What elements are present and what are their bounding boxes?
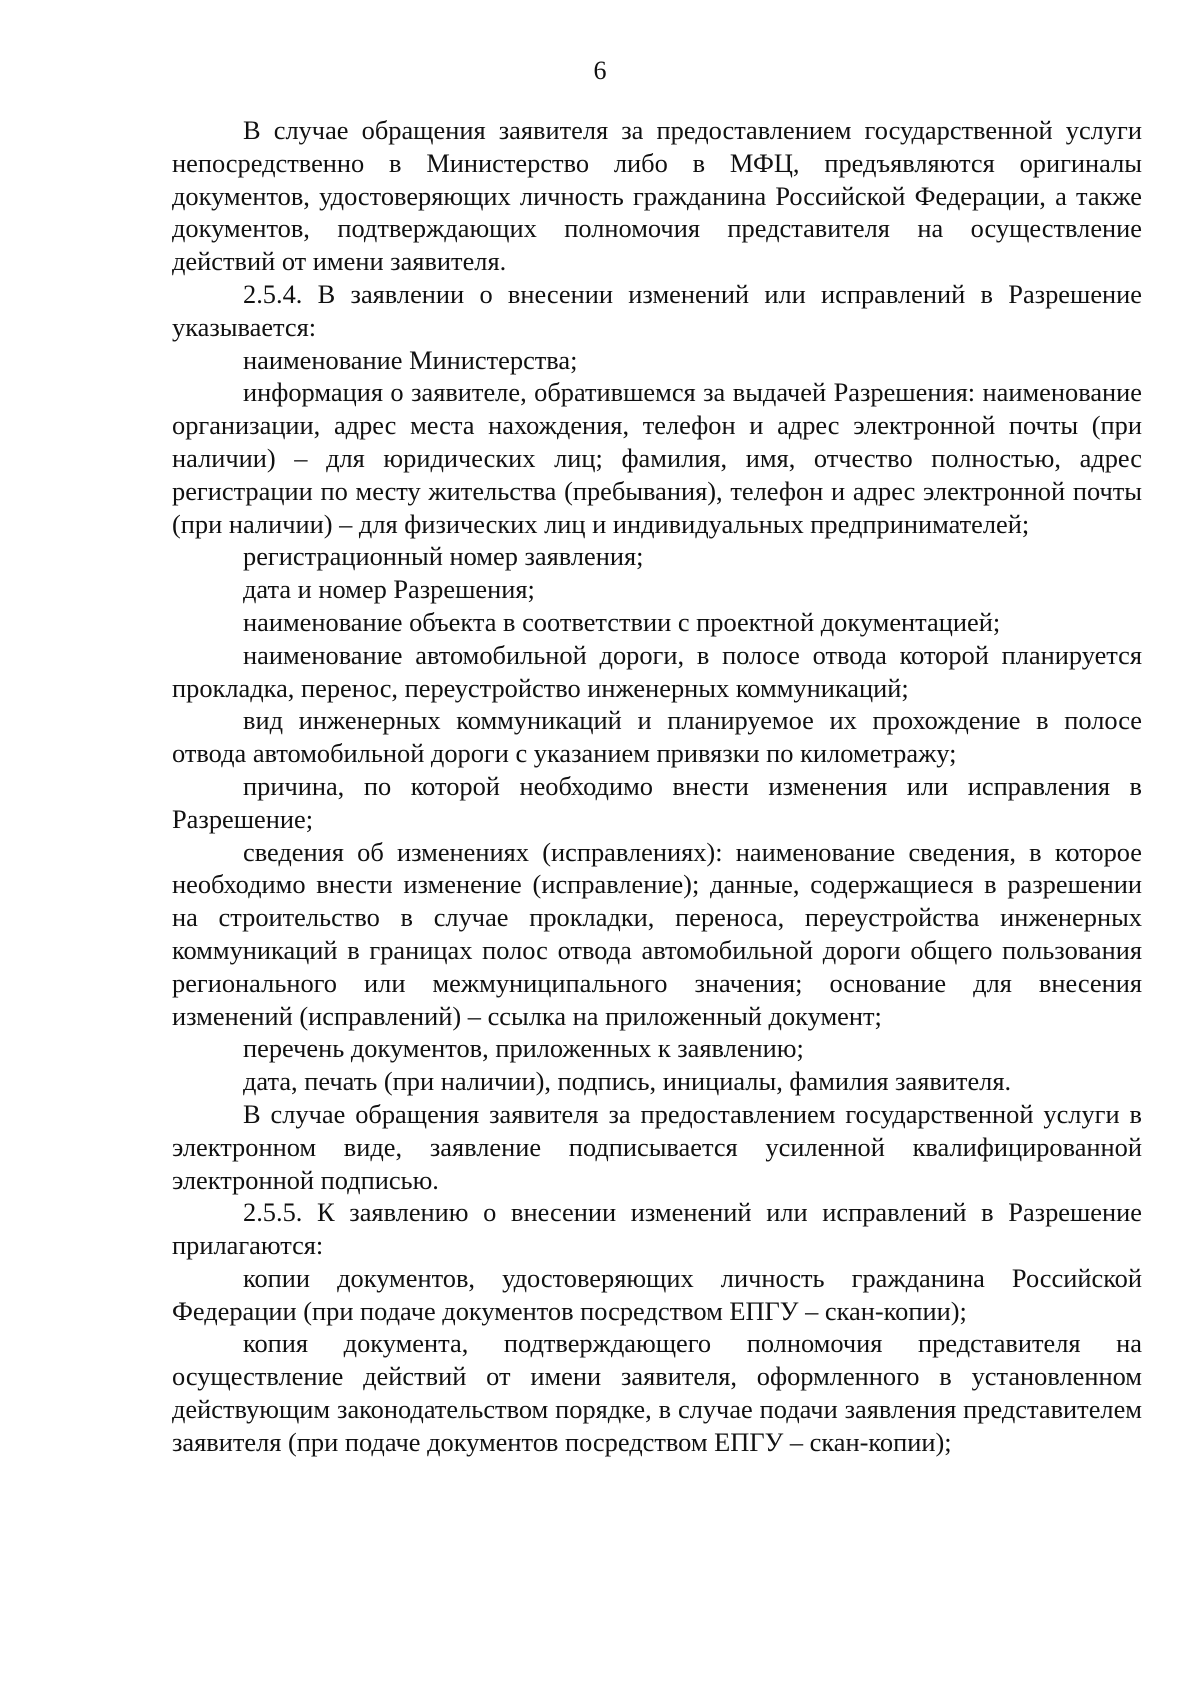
list-item-utility-type: вид инженерных коммуникаций и планируемое их прохождение в полосе отвода автомобильной дороги с указанием привязки по километражу; xyxy=(172,705,1142,769)
list-item-object-name: наименование объекта в соответствии с проектной документацией; xyxy=(243,606,1001,637)
list-item-permit-date-number: дата и номер Разрешения; xyxy=(243,574,535,605)
paragraph-appeal-in-person: В случае обращения заявителя за предоставлением государственной услуги непосредственно в Министерство либо в МФЦ, предъявляются оригиналы документов, удостоверяющих личность гражданина Российской Федерации, а также документов, подтверждающих полномочия представителя на осуществление действий от имени заявителя. xyxy=(172,115,1142,277)
list-item-ministry-name: наименование Министерства; xyxy=(243,344,578,375)
paragraph-2-5-5-heading: 2.5.5. К заявлению о внесении изменений или исправлений в Разрешение прилагаются: xyxy=(172,1197,1142,1261)
list-item-reason: причина, по которой необходимо внести изменения или исправления в Разрешение; xyxy=(172,770,1142,834)
list-item-change-details: сведения об изменениях (исправлениях): наименование сведения, в которое необходимо внести изменение (исправление); данные, содержащиеся в разрешении на строительство в случае прокладки, переноса, переустройства инженерных коммуникаций в границах полос отвода автомобильной дороги общего пользования регионального или межмуниципального значения; основание для внесения изменений (исправлений) – ссылка на приложенный документ; xyxy=(172,836,1142,1031)
list-item-signature: дата, печать (при наличии), подпись, инициалы, фамилия заявителя. xyxy=(243,1066,1012,1097)
list-item-road-name: наименование автомобильной дороги, в полосе отвода которой планируется прокладка, перенос, переустройство инженерных коммуникаций; xyxy=(172,639,1142,703)
list-item-attached-documents: перечень документов, приложенных к заявлению; xyxy=(243,1033,804,1064)
page-number: 6 xyxy=(593,56,607,85)
paragraph-electronic-appeal: В случае обращения заявителя за предоставлением государственной услуги в электронном виде, заявление подписывается усиленной квалифицированной электронной подписью. xyxy=(172,1098,1142,1195)
list-item-authority-copy: копия документа, подтверждающего полномочия представителя на осуществление действий от имени заявителя, оформленного в установленном действующим законодательством порядке, в случае подачи заявления представителем заявителя (при подаче документов посредством ЕПГУ – скан-копии); xyxy=(172,1328,1142,1457)
document-body xyxy=(172,114,1142,1459)
list-item-registration-number: регистрационный номер заявления; xyxy=(243,541,644,572)
paragraph-2-5-4-heading: 2.5.4. В заявлении о внесении изменений или исправлений в Разрешение указывается: xyxy=(172,278,1142,342)
list-item-applicant-info: информация о заявителе, обратившемся за выдачей Разрешения: наименование организации, адрес места нахождения, телефон и адрес электронной почты (при наличии) – для юридических лиц; фамилия, имя, отчество полностью, адрес регистрации по месту жительства (пребывания), телефон и адрес электронной почты (при наличии) – для физических лиц и индивидуальных предпринимателей; xyxy=(172,377,1142,539)
list-item-identity-copies: копии документов, удостоверяющих личность гражданина Российской Федерации (при подаче документов посредством ЕПГУ – скан-копии); xyxy=(172,1262,1142,1326)
